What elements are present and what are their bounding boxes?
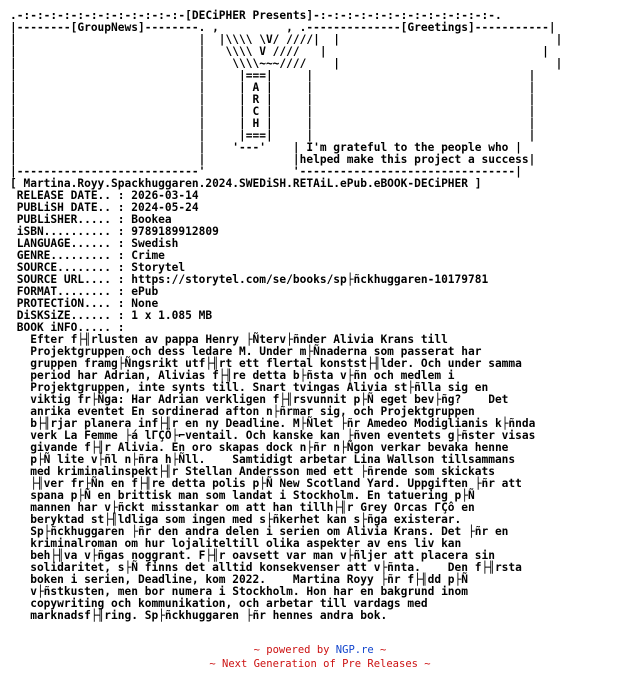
nfo-line: gruppen framg├Ñngsrikt utf├╢rt ett flertal konstst├╢lder. Och under samma: [10, 357, 522, 370]
nfo-line: DiSKSiZE...... : 1 x 1.085 MB: [10, 309, 213, 322]
nfo-line: | | | C | | |: [10, 105, 536, 118]
nfo-line: RELEASE DATE.. : 2026-03-14: [10, 189, 199, 202]
nfo-line: | | |===| | |: [10, 129, 536, 142]
nfo-line: PUBLiSH DATE.. : 2024-05-24: [10, 201, 199, 214]
nfo-line: givande f├╢r Alivia. En oro skapas dock n├ñr n├Ñgon verkar bevaka henne: [10, 441, 509, 454]
nfo-line: period har Adrian, Alivias f├╢re detta b├ñsta v├ñn och medlem i: [10, 369, 455, 382]
powered-by-prefix: ~ powered by: [253, 644, 336, 656]
nfo-line: LANGUAGE...... : Swedish: [10, 237, 179, 250]
nfo-line: Projektgruppen, inte synts till. Snart tvingas Alivia st├ñlla sig en: [10, 381, 489, 394]
nfo-line: viktig fr├Ñga: Har Adrian verkligen f├╢rsvunnit p├Ñ eget bev├ñg? Det: [10, 393, 509, 406]
nfo-line: | | | H | | |: [10, 117, 536, 130]
nfo-line: b├╢rjar planera inf├╢r en ny Deadline. M├Ñlet ├ñr Amedeo Modiglianis k├ñnda: [10, 417, 536, 430]
nfo-line: | | |===| | |: [10, 69, 536, 82]
nfo-line: GENRE......... : Crime: [10, 249, 165, 262]
nfo-line: beryktad st├╢ldliga som ingen med s├ñkerhet kan s├ñga existerar.: [10, 513, 462, 526]
nfo-line: Projektgruppen och dess ledare M. Under m├Ñnaderna som passerat har: [10, 345, 482, 358]
nfo-line: ├╢ver fr├Ñn en f├╢re detta polis p├Ñ New Scotland Yard. Uppgiften ├ñr att: [10, 477, 522, 490]
nfo-line: BOOK iNFO..... :: [10, 321, 125, 334]
nfo-line: med kriminalinspekt├╢r Stellan Andersson med ett ├ñrende som skickats: [10, 465, 495, 478]
nfo-line: marknadsf├╢ring. Sp├ñckhuggaren ├ñr hennes andra bok.: [10, 609, 388, 622]
nfo-line: |---------------------------' '--------------------------------|: [10, 165, 522, 178]
nfo-line: [ Martina.Royy.Spackhuggaren.2024.SWEDiSH.RETAiL.ePub.eBOOK-DECiPHER ]: [10, 177, 482, 190]
nfo-line: PUBLiSHER..... : Bookea: [10, 213, 172, 226]
powered-by-suffix: ~: [373, 644, 387, 656]
nfo-line: | | |helped make this project a success|: [10, 153, 536, 166]
nfo-line: Sp├ñckhuggaren ├ñr den andra delen i serien om Alivia Krans. Det ├ñr en: [10, 525, 509, 538]
nfo-line: anrika eventet En sordinerad afton n├ñrmar sig, och Projektgruppen: [10, 405, 475, 418]
nfo-line: | | | R | | |: [10, 93, 536, 106]
nfo-line: SOURCE........ : Storytel: [10, 261, 186, 274]
nfo-line: copywriting och kommunikation, och arbetar till vardags med: [10, 597, 428, 610]
nfo-line: iSBN.......... : 9789189912809: [10, 225, 219, 238]
powered-by-line: [0, 644, 640, 657]
nfo-line: | | '---' | I'm grateful to the people who |: [10, 141, 522, 154]
nfo-line: | | \\\\~~~//// | |: [10, 57, 563, 70]
nfo-line: beh├╢va v├ñgas noggrant. F├╢r oavsett var man v├ñljer att placera sin: [10, 549, 495, 562]
nfo-line: spana p├Ñ en brittisk man som landat i Stockholm. En tatuering p├Ñ: [10, 489, 475, 502]
nfo-line: .-:-:-:-:-:-:-:-:-:-:-:-:-[DECiPHER Presents]-:-:-:-:-:-:-:-:-:-:-:-:-:-.: [10, 9, 502, 22]
nfo-line: solidaritet, s├Ñ finns det alltid konsekvenser att v├ñnta. Den f├╢rsta: [10, 561, 522, 574]
ngp-brand-link[interactable]: NGP.re: [335, 644, 374, 656]
nfo-line: | | \\\\ V //// | |: [10, 45, 549, 58]
nfo-text-block: [10, 10, 562, 622]
nfo-line: | | | A | | |: [10, 81, 536, 94]
nfo-line: kriminalroman om hur lojaliteltill olika aspekter av ens liv kan: [10, 537, 462, 550]
nfo-line: |--------[GroupNews]--------. , , .--------------[Greetings]-----------|: [10, 21, 556, 34]
nfo-line: Efter f├╢rlusten av pappa Henry ├Ñterv├ñnder Alivia Krans till: [10, 333, 448, 346]
next-generation-tagline: ~ Next Generation of Pre Releases ~: [209, 658, 431, 670]
nfo-line: verk La Femme ├á lΓÇÖ├⌐ventail. Och kanske kan ├ñven eventets g├ñster visas: [10, 429, 536, 442]
nfo-line: p├Ñ lite v├ñl n├ñra h├Ñll. Samtidigt arbetar Lina Wallson tillsammans: [10, 453, 516, 466]
nfo-line: v├ñstkusten, men bor numera i Stockholm. Hon har en bakgrund inom: [10, 585, 469, 598]
nfo-line: mannen har v├ñckt misstankar om att han tillh├╢r Grey Orcas ΓÇô en: [10, 501, 475, 514]
nfo-line: | | |\\\\ \V/ ////| | |: [10, 33, 563, 46]
nfo-line: boken i serien, Deadline, kom 2022. Martina Royy ├ñr f├╢dd p├Ñ: [10, 573, 469, 586]
nfo-line: SOURCE URL.... : https://storytel.com/se/books/sp├ñckhuggaren-10179781: [10, 273, 489, 286]
nfo-line: FORMAT........ : ePub: [10, 285, 159, 298]
nfo-line: PROTECTiON.... : None: [10, 297, 159, 310]
